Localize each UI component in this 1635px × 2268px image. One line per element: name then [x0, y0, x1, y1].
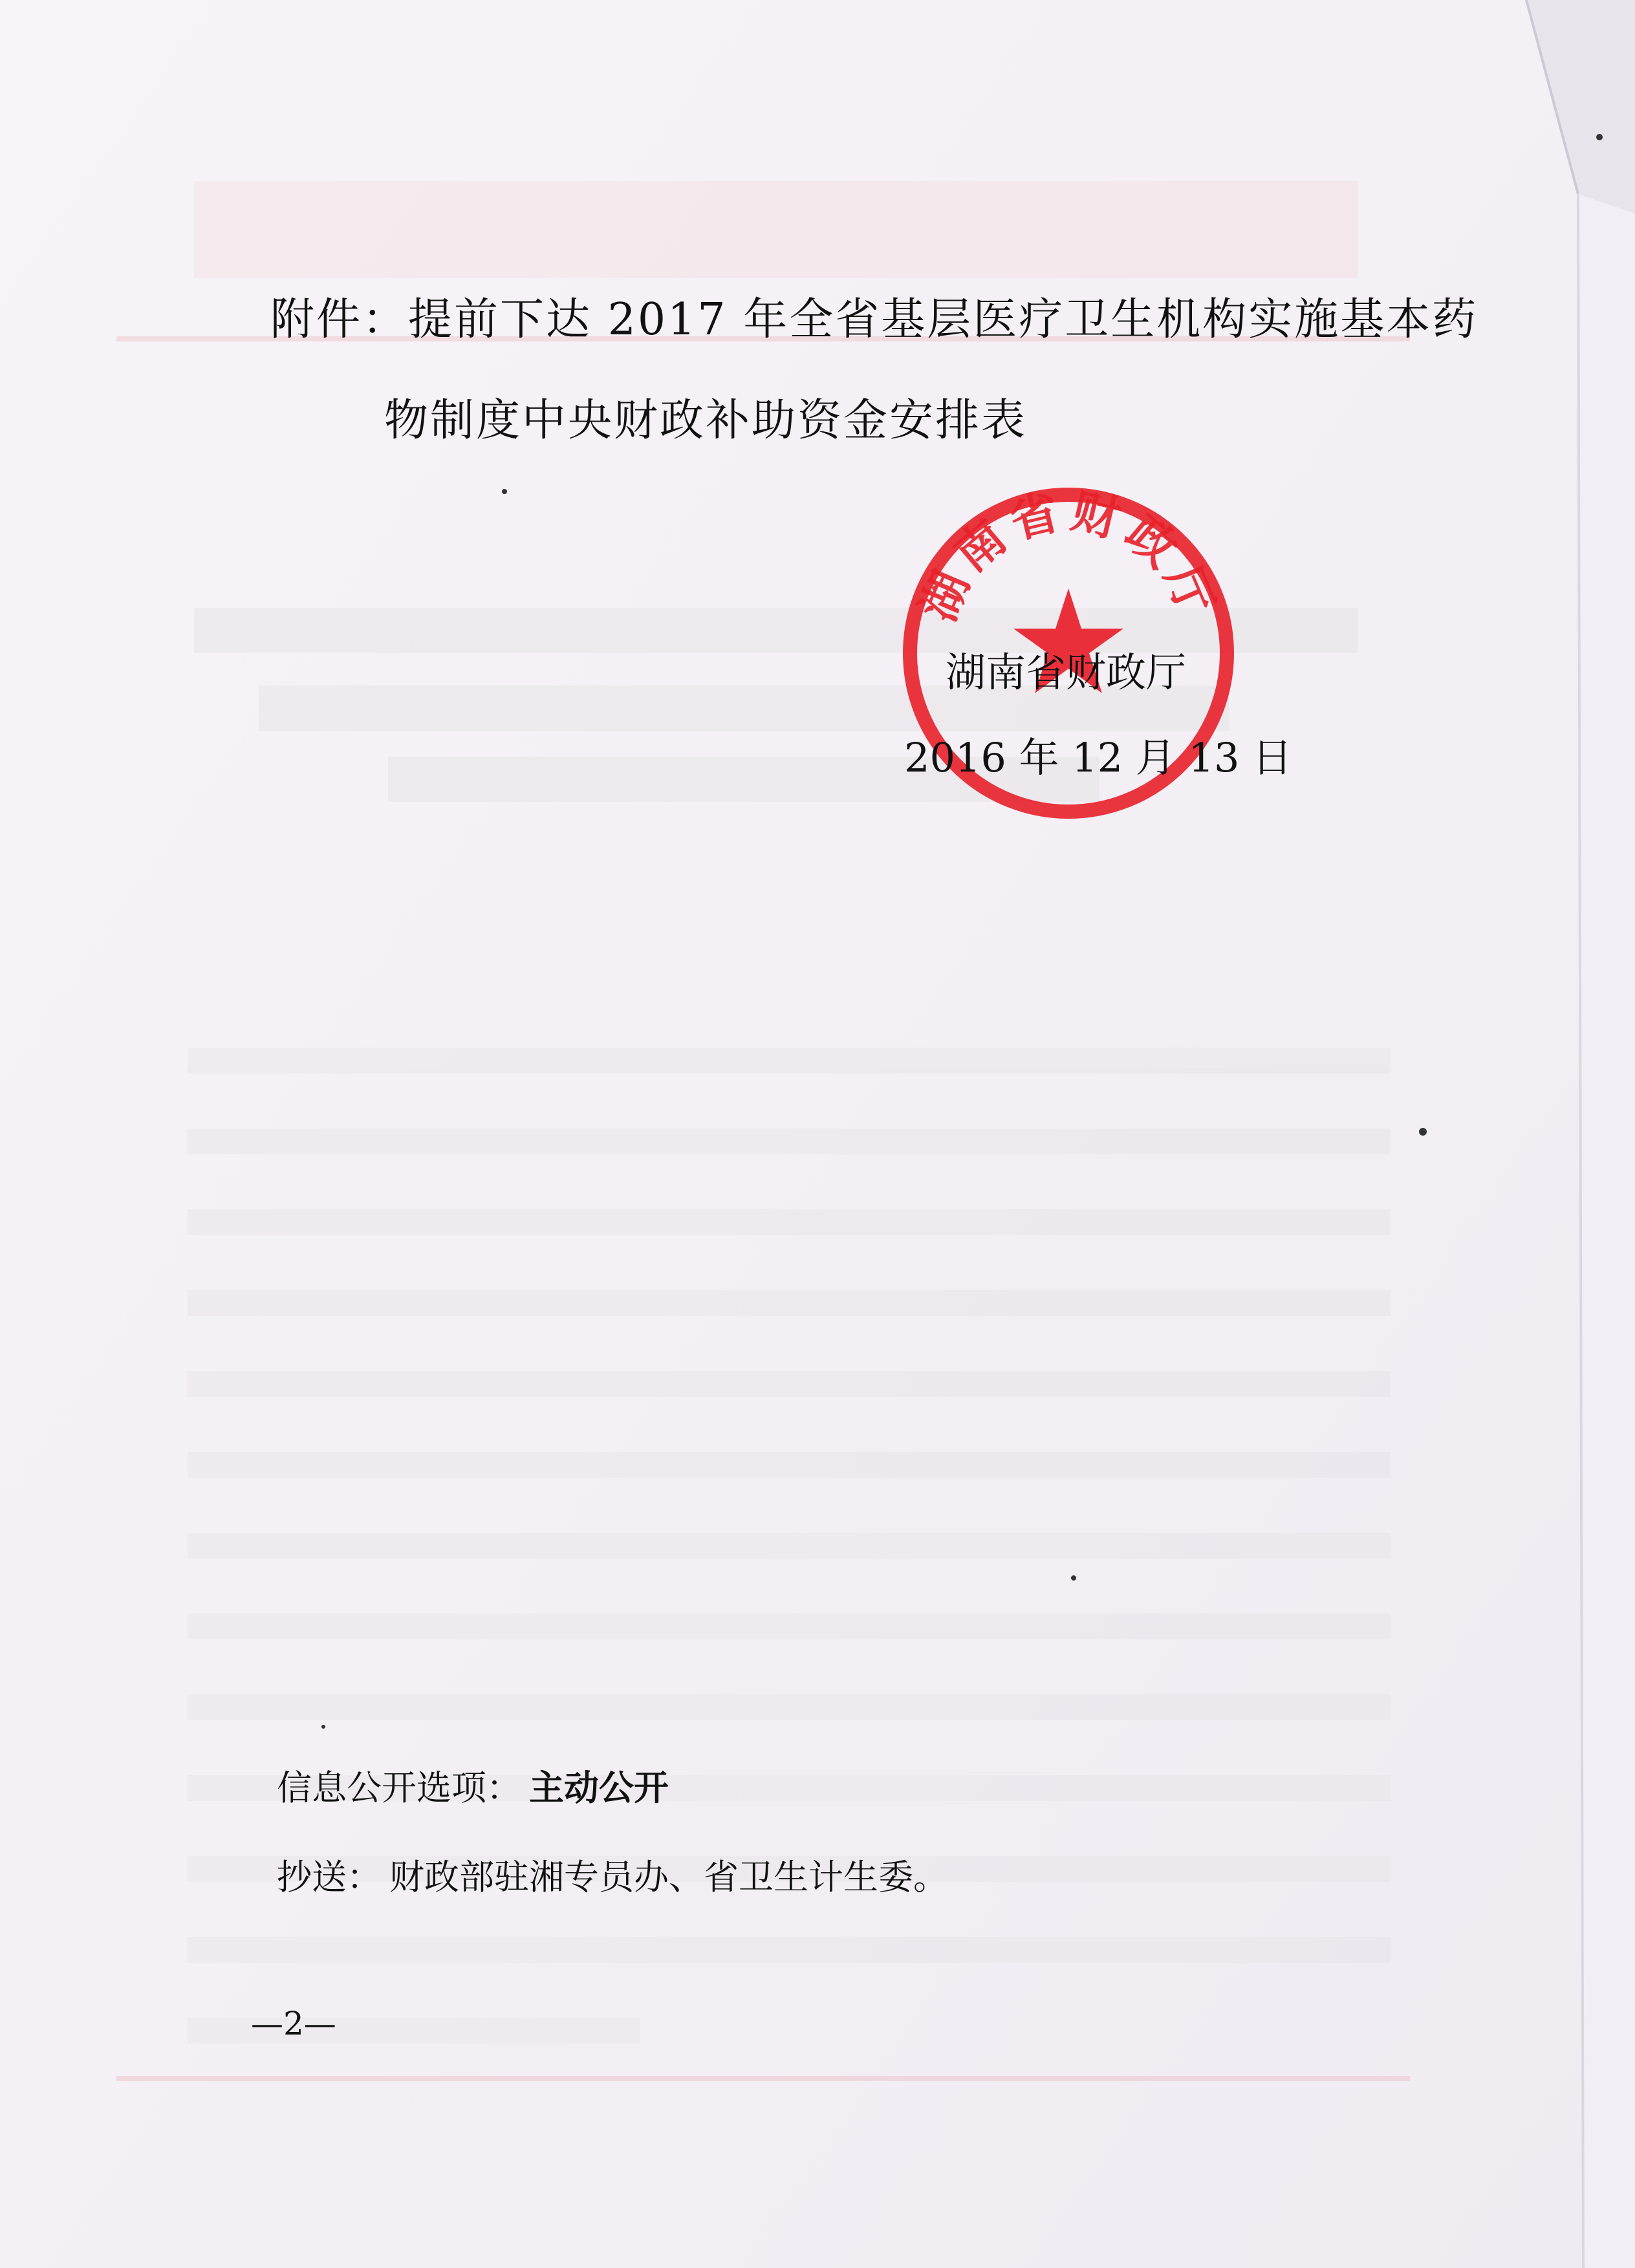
seal-arc-text: 湖南省财政厅 — [910, 482, 1227, 629]
disclosure-line — [277, 1760, 669, 1810]
issue-date: 2016 年 12 月 13 日 — [904, 734, 1293, 781]
copy-to-value: 财政部驻湘专员办、省卫生计生委。 — [389, 1857, 948, 1897]
page-number: —2— — [251, 2005, 336, 2042]
disclosure-value: 主动公开 — [529, 1767, 669, 1808]
copy-to-line — [277, 1850, 948, 1899]
attachment-title-text: 提前下达 2017 年全省基层医疗卫生机构实施基本药 — [408, 294, 1478, 345]
disclosure-label: 信息公开选项： — [277, 1767, 521, 1808]
issuer-name: 湖南省财政厅 — [946, 649, 1187, 696]
attachment-title-line2: 物制度中央财政补助资金安排表 — [384, 395, 1028, 446]
attachment-title-line1 — [270, 285, 1478, 347]
copy-to-label: 抄送： — [277, 1857, 382, 1897]
attachment-prefix: 附件： — [270, 294, 409, 345]
